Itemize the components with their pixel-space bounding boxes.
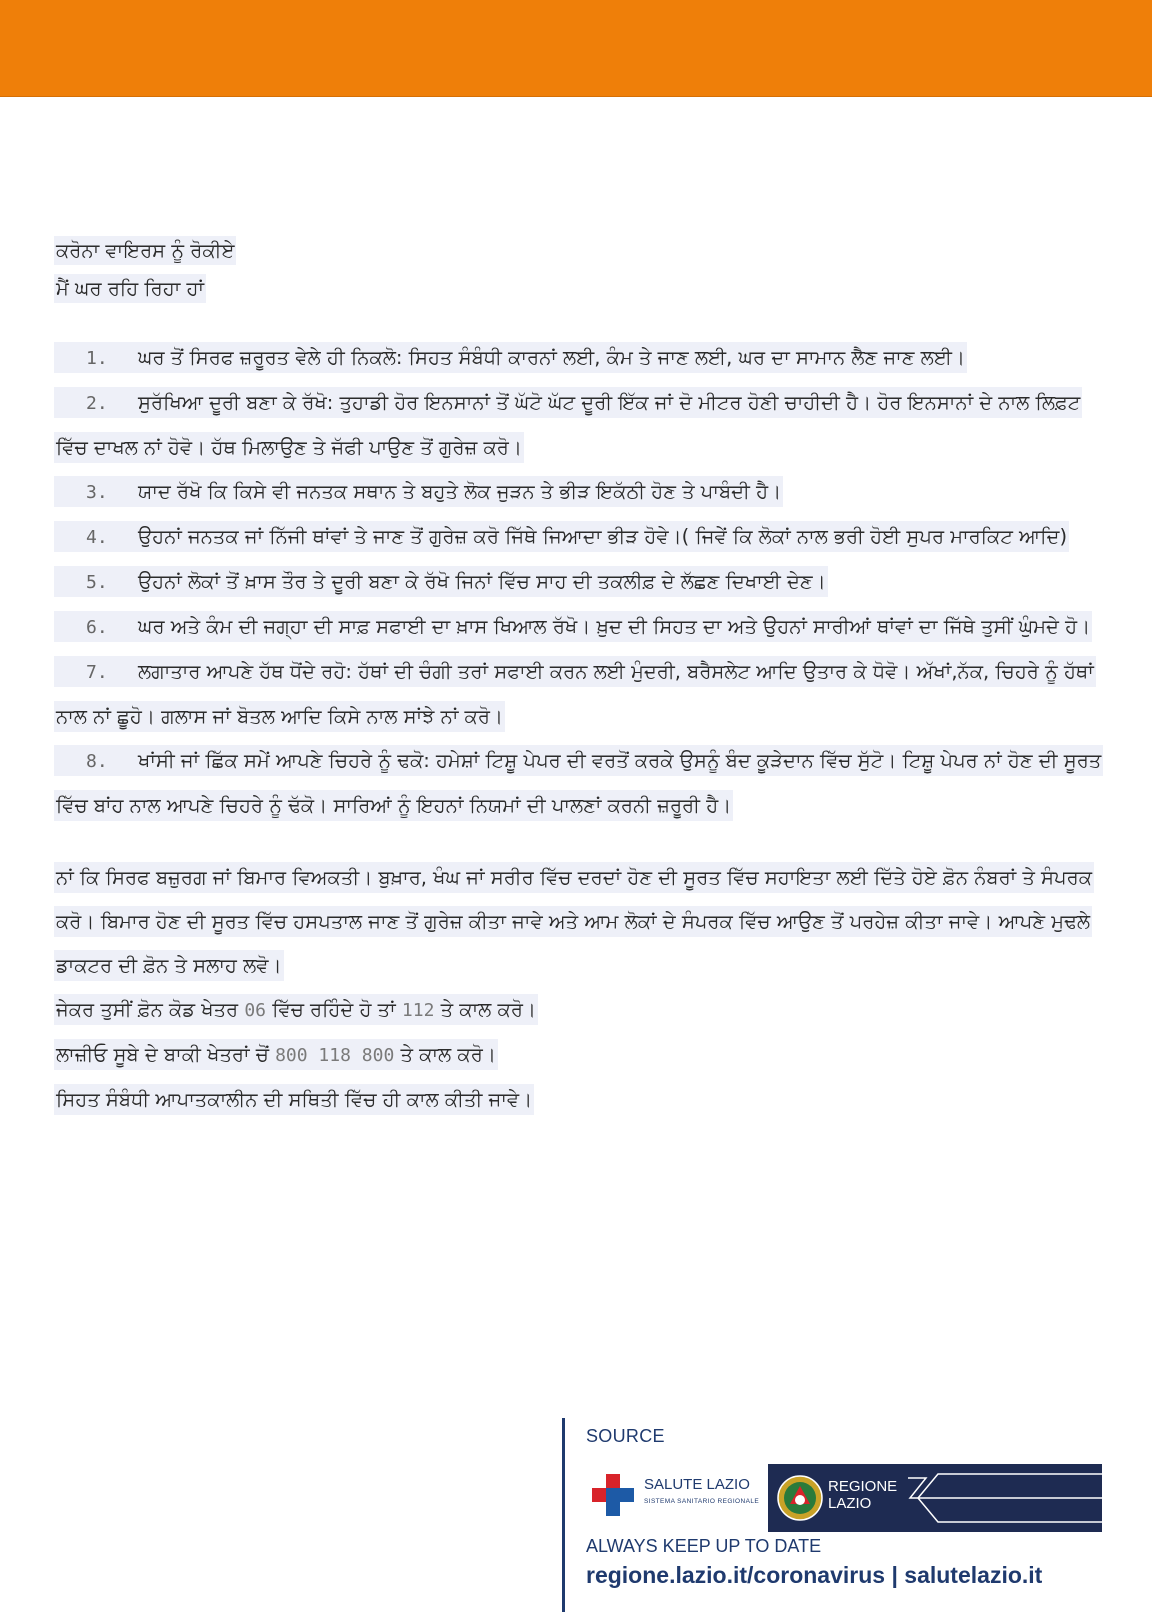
medical-cross-icon [592,1474,634,1516]
document-body [54,232,1114,1122]
closing-paragraph: ਨਾਂ ਕਿ ਸਿਰਫ ਬਜ਼ੁਰਗ ਜਾਂ ਬਿਮਾਰ ਵਿਅਕਤੀ। ਬੁਖ਼ਾਰ, ਖੰਘ ਜਾਂ ਸਰੀਰ ਵਿੱਚ ਦਰਦਾਂ ਹੋਣ ਦੀ ਸੂਰਤ ਵਿੱਚ ਸਹਾਇਤਾ ਲਈ ਦਿੱਤੇ ਹੋਏ ਫ਼ੋਨ ਨੰਬਰਾਂ ਤੇ ਸੰਪਰਕ ਕਰੋ। ਬਿਮਾਰ ਹੋਣ ਦੀ ਸੂਰਤ ਵਿੱਚ ਹਸਪਤਾਲ ਜਾਣ ਤੋਂ ਗੁਰੇਜ਼ ਕੀਤਾ ਜਾਵੇ ਅਤੇ ਆਮ ਲੋਕਾਂ ਦੇ ਸੰਪਰਕ ਵਿੱਚ ਆਉਣ ਤੋਂ ਪਰਹੇਜ਼ ਕੀਤਾ ਜਾਵੇ। ਆਪਣੇ ਮੁਢਲੇ ਡਾਕਟਰ ਦੀ ਫ਼ੋਨ ਤੇ ਸਲਾਹ ਲਵੋ। [54,856,1114,988]
source-label: SOURCE [586,1426,665,1446]
regione-lazio-name: REGIONE LAZIO [828,1478,898,1512]
call-line-06: ਜੇਕਰ ਤੁਸੀਂ ਫ਼ੋਨ ਕੋਡ ਖੇਤਰ 06 ਵਿੱਚ ਰਹਿੰਦੇ ਹੋ ਤਾਂ 112 ਤੇ ਕਾਲ ਕਰੋ। [54,988,1114,1033]
list-item: 4. ਉਹਨਾਂ ਜਨਤਕ ਜਾਂ ਨਿੱਜੀ ਥਾਂਵਾਂ ਤੇ ਜਾਣ ਤੋਂ ਗੁਰੇਜ਼ ਕਰੋ ਜਿੱਥੇ ਜਿਆਦਾ ਭੀੜ ਹੋਵੇ।( ਜਿਵੇਂ ਕਿ ਲੋਕਾਂ ਨਾਲ ਭਰੀ ਹੋਈ ਸੁਪਰ ਮਾਰਕਿਟ ਆਦਿ) [54,515,1114,560]
website-links[interactable]: regione.lazio.it/coronavirus | salutelazio.it [586,1562,1043,1588]
list-item: 6. ਘਰ ਅਤੇ ਕੰਮ ਦੀ ਜਗ੍ਹਾ ਦੀ ਸਾਫ਼ ਸਫਾਈ ਦਾ ਖ਼ਾਸ ਖਿਆਲ ਰੱਖੋ। ਖ਼ੁਦ ਦੀ ਸਿਹਤ ਦਾ ਅਤੇ ਉਹਨਾਂ ਸਾਰੀਆਂ ਥਾਂਵਾਂ ਦਾ ਜਿੱਥੇ ਤੁਸੀਂ ਘੁੰਮਦੇ ਹੋ। [54,605,1114,650]
page-subtitle: ਮੈਂ ਘਰ ਰਹਿ ਰਿਹਾ ਹਾਂ [54,270,1114,308]
emergency-note: ਸਿਹਤ ਸੰਬੰਧੀ ਆਪਾਤਕਾਲੀਨ ਦੀ ਸਥਿਤੀ ਵਿੱਚ ਹੀ ਕਾਲ ਕੀਤੀ ਜਾਵੇ। [54,1078,1114,1122]
list-item: 1. ਘਰ ਤੋਂ ਸਿਰਫ ਜ਼ਰੂਰਤ ਵੇਲੇ ਹੀ ਨਿਕਲੋ: ਸਿਹਤ ਸੰਬੰਧੀ ਕਾਰਨਾਂ ਲਈ, ਕੰਮ ਤੇ ਜਾਣ ਲਈ, ਘਰ ਦਾ ਸਾਮਾਨ ਲੈਣ ਜਾਣ ਲਈ। [54,336,1114,381]
list-item: 2. ਸੁਰੱਖਿਆ ਦੂਰੀ ਬਣਾ ਕੇ ਰੱਖੋ: ਤੁਹਾਡੀ ਹੋਰ ਇਨਸਾਨਾਂ ਤੋਂ ਘੱਟੋ ਘੱਟ ਦੂਰੀ ਇੱਕ ਜਾਂ ਦੋ ਮੀਟਰ ਹੋਣੀ ਚਾਹੀਦੀ ਹੈ। ਹੋਰ ਇਨਸਾਨਾਂ ਦੇ ਨਾਲ ਲਿਫ਼ਟ ਵਿੱਚ ਦਾਖਲ ਨਾਂ ਹੋਵੋ। ਹੱਥ ਮਿਲਾਉਣ ਤੇ ਜੱਫੀ ਪਾਉਣ ਤੋਂ ਗੁਰੇਜ਼ ਕਰੋ। [54,381,1114,470]
salute-lazio-subtitle: SISTEMA SANITARIO REGIONALE [644,1498,760,1505]
footer-divider [562,1418,565,1612]
call-line-lazio: ਲਾਜ਼ੀਓ ਸੂਬੇ ਦੇ ਬਾਕੀ ਖੇਤਰਾਂ ਚੋਂ 800 118 800 ਤੇ ਕਾਲ ਕਰੋ। [54,1033,1114,1078]
toll-free-number: 800 118 800 [275,1045,395,1066]
top-color-bar [0,0,1152,97]
footer-source-block [562,1418,1122,1612]
list-item: 3. ਯਾਦ ਰੱਖੋ ਕਿ ਕਿਸੇ ਵੀ ਜਨਤਕ ਸਥਾਨ ਤੇ ਬਹੁਤੇ ਲੋਕ ਜੁੜਨ ਤੇ ਭੀੜ ਇਕੱਠੀ ਹੋਣ ਤੇ ਪਾਬੰਦੀ ਹੈ। [54,470,1114,515]
salute-lazio-name: SALUTE LAZIO [644,1476,750,1493]
regione-lazio-logo [768,1464,1102,1532]
keep-updated-label: ALWAYS KEEP UP TO DATE [586,1536,822,1556]
list-item: 5. ਉਹਨਾਂ ਲੋਕਾਂ ਤੋਂ ਖ਼ਾਸ ਤੌਰ ਤੇ ਦੂਰੀ ਬਣਾ ਕੇ ਰੱਖੋ ਜਿਨਾਂ ਵਿੱਚ ਸਾਹ ਦੀ ਤਕਲੀਫ਼ ਦੇ ਲੱਛਣ ਦਿਖਾਈ ਦੇਣ। [54,560,1114,605]
area-code: 06 [244,1000,267,1021]
page-title: ਕਰੋਨਾ ਵਾਇਰਸ ਨੂੰ ਰੋਕੀਏ [54,232,1114,270]
emergency-number: 112 [401,1000,435,1021]
list-item: 7. ਲਗਾਤਾਰ ਆਪਣੇ ਹੱਥ ਧੋਂਦੇ ਰਹੋ: ਹੱਥਾਂ ਦੀ ਚੰਗੀ ਤਰਾਂ ਸਫਾਈ ਕਰਨ ਲਈ ਮੁੰਦਰੀ, ਬਰੈਸਲੇਟ ਆਦਿ ਉਤਾਰ ਕੇ ਧੋਵੋ। ਅੱਖਾਂ,ਨੱਕ, ਚਿਹਰੇ ਨੂੰ ਹੱਥਾਂ ਨਾਲ ਨਾਂ ਛੂਹੋ। ਗਲਾਸ ਜਾਂ ਬੋਤਲ ਆਦਿ ਕਿਸੇ ਨਾਲ ਸਾਂਝੇ ਨਾਂ ਕਰੋ। [54,650,1114,739]
regione-emblem-icon [776,1474,824,1522]
list-item: 8. ਖਾਂਸੀ ਜਾਂ ਛਿੱਕ ਸਮੇਂ ਆਪਣੇ ਚਿਹਰੇ ਨੂੰ ਢਕੋ: ਹਮੇਸ਼ਾਂ ਟਿਸ਼ੂ ਪੇਪਰ ਦੀ ਵਰਤੋਂ ਕਰਕੇ ਉਸਨੂੰ ਬੰਦ ਕੂੜੇਦਾਨ ਵਿੱਚ ਸੁੱਟੋ। ਟਿਸ਼ੂ ਪੇਪਰ ਨਾਂ ਹੋਣ ਦੀ ਸੂਰਤ ਵਿੱਚ ਬਾਂਹ ਨਾਲ ਆਪਣੇ ਚਿਹਰੇ ਨੂੰ ਢੱਕੋ। ਸਾਰਿਆਂ ਨੂੰ ਇਹਨਾਂ ਨਿਯਮਾਂ ਦੀ ਪਾਲਣਾਂ ਕਰਨੀ ਜ਼ਰੂਰੀ ਹੈ। [54,739,1114,828]
closing-section [54,856,1114,1122]
salute-lazio-logo [592,1464,762,1520]
guidelines-list [54,336,1114,828]
